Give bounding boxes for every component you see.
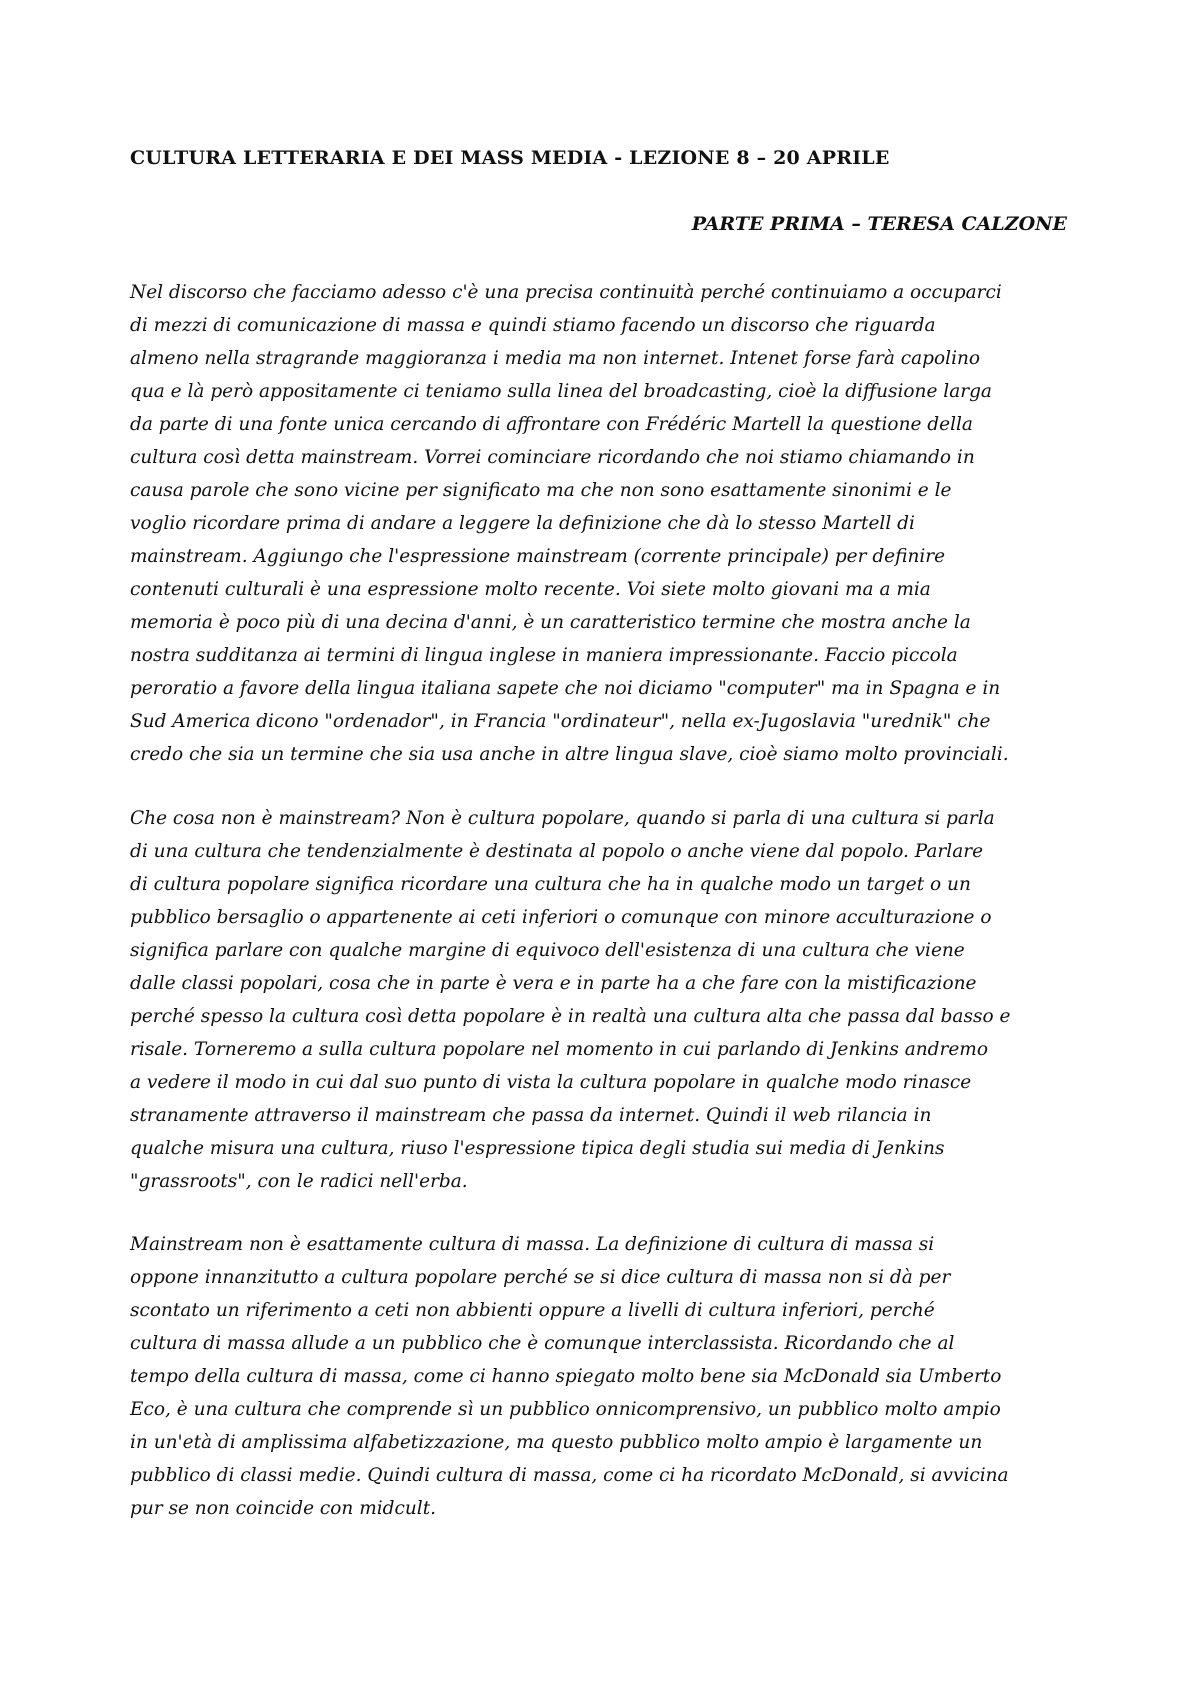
paragraph-line: oppone innanzitutto a cultura popolare perché se si dice cultura di massa non si dà per xyxy=(130,1267,951,1288)
paragraph-line: pubblico di classi medie. Quindi cultura di massa, come ci ha ricordato McDonald, si avvicina xyxy=(130,1465,1009,1486)
paragraph-line: causa parole che sono vicine per significato ma che non sono esattamente sinonimi e le xyxy=(130,480,952,501)
paragraph-line: dalle classi popolari, cosa che in parte è vera e in parte ha a che fare con la mistificazione xyxy=(130,973,977,994)
paragraph-line: in un'età di amplissima alfabetizzazione, ma questo pubblico molto ampio è largamente un xyxy=(130,1432,983,1453)
paragraph-line: perché spesso la cultura così detta popolare è in realtà una cultura alta che passa dal basso e xyxy=(130,1006,1011,1027)
paragraph-line: Eco, è una cultura che comprende sì un pubblico onnicomprensivo, un pubblico molto ampio xyxy=(130,1399,1001,1420)
paragraph-line: cultura di massa allude a un pubblico che è comunque interclassista. Ricordando che al xyxy=(130,1333,955,1354)
paragraph-line: nostra sudditanza ai termini di lingua inglese in maniera impressionante. Faccio piccola xyxy=(130,645,958,666)
paragraph-line: "grassroots", con le radici nell'erba. xyxy=(130,1171,468,1192)
paragraph-line: memoria è poco più di una decina d'anni, è un caratteristico termine che mostra anche la xyxy=(130,612,971,633)
paragraph-line: stranamente attraverso il mainstream che passa da internet. Quindi il web rilancia in xyxy=(130,1105,932,1126)
document-title: CULTURA LETTERARIA E DEI MASS MEDIA - LEZIONE 8 – 20 APRILE xyxy=(130,147,890,169)
paragraph-line: almeno nella stragrande maggioranza i media ma non internet. Intenet forse farà capolino xyxy=(130,348,981,369)
paragraph-line: Sud America dicono "ordenador", in Francia "ordinateur", nella ex-Jugoslavia "urednik" che xyxy=(130,711,991,732)
paragraph-line: risale. Torneremo a sulla cultura popolare nel momento in cui parlando di Jenkins andremo xyxy=(130,1039,988,1060)
document-subtitle: PARTE PRIMA – TERESA CALZONE xyxy=(691,213,1067,235)
paragraph-line: da parte di una fonte unica cercando di affrontare con Frédéric Martell la questione della xyxy=(130,414,973,435)
paragraph-line: Che cosa non è mainstream? Non è cultura popolare, quando si parla di una cultura si parla xyxy=(130,808,995,829)
paragraph-line: Mainstream non è esattamente cultura di massa. La definizione di cultura di massa si xyxy=(130,1234,935,1255)
paragraph-line: di una cultura che tendenzialmente è destinata al popolo o anche viene dal popolo. Parlare xyxy=(130,841,984,862)
paragraph-line: contenuti culturali è una espressione molto recente. Voi siete molto giovani ma a mia xyxy=(130,579,931,600)
paragraph-3 xyxy=(130,1228,1080,1525)
paragraph-2 xyxy=(130,802,1080,1198)
paragraph-line: qua e là però appositamente ci teniamo sulla linea del broadcasting, cioè la diffusione larga xyxy=(130,381,992,402)
paragraph-line: mainstream. Aggiungo che l'espressione mainstream (corrente principale) per definire xyxy=(130,546,946,567)
paragraph-line: di cultura popolare significa ricordare una cultura che ha in qualche modo un target o un xyxy=(130,874,971,895)
paragraph-line: credo che sia un termine che sia usa anche in altre lingua slave, cioè siamo molto provinciali. xyxy=(130,744,1009,765)
paragraph-line: qualche misura una cultura, riuso l'espressione tipica degli studia sui media di Jenkins xyxy=(130,1138,945,1159)
paragraph-line: pubblico bersaglio o appartenente ai ceti inferiori o comunque con minore acculturazione o xyxy=(130,907,992,928)
paragraph-1 xyxy=(130,276,1080,771)
paragraph-line: peroratio a favore della lingua italiana sapete che noi diciamo "computer" ma in Spagna e in xyxy=(130,678,1001,699)
paragraph-line: Nel discorso che facciamo adesso c'è una precisa continuità perché continuiamo a occuparci xyxy=(130,282,1002,303)
paragraph-line: voglio ricordare prima di andare a leggere la definizione che dà lo stesso Martell di xyxy=(130,513,915,534)
paragraph-line: cultura così detta mainstream. Vorrei cominciare ricordando che noi stiamo chiamando in xyxy=(130,447,975,468)
paragraph-line: di mezzi di comunicazione di massa e quindi stiamo facendo un discorso che riguarda xyxy=(130,315,936,336)
paragraph-line: scontato un riferimento a ceti non abbienti oppure a livelli di cultura inferiori, perché xyxy=(130,1300,935,1321)
paragraph-line: significa parlare con qualche margine di equivoco dell'esistenza di una cultura che viene xyxy=(130,940,965,961)
paragraph-line: a vedere il modo in cui dal suo punto di vista la cultura popolare in qualche modo rinasce xyxy=(130,1072,972,1093)
paragraph-line: tempo della cultura di massa, come ci hanno spiegato molto bene sia McDonald sia Umberto xyxy=(130,1366,1002,1387)
paragraph-line: pur se non coincide con midcult. xyxy=(130,1498,437,1519)
